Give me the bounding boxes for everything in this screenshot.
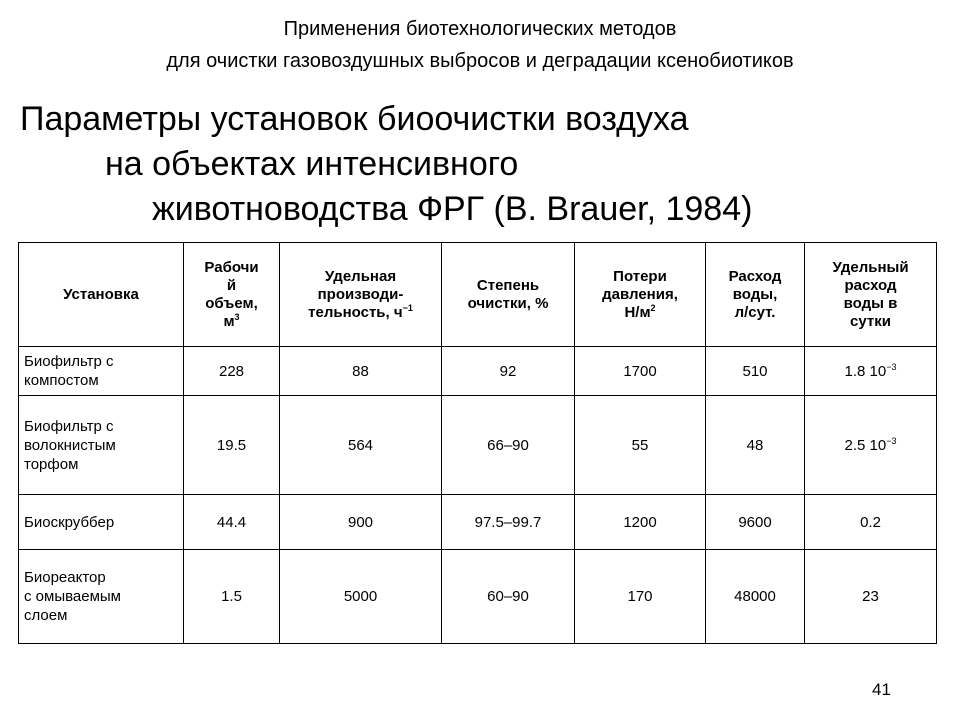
- cell-productivity: 900: [280, 495, 442, 550]
- slide-number: 41: [872, 680, 891, 699]
- slide-heading-line-2: для очистки газовоздушных выбросов и деградации ксенобиотиков: [166, 50, 794, 72]
- table-header-row: [19, 243, 937, 347]
- header-installation: Установка: [19, 243, 184, 347]
- cell-purification: 97.5–99.7: [442, 495, 575, 550]
- cell-installation: Биофильтр с волокнистым торфом: [19, 396, 184, 495]
- table-title-line-2: на объектах интенсивного: [105, 145, 519, 183]
- cell-productivity: 564: [280, 396, 442, 495]
- table-title-line-1: Параметры установок биоочистки воздуха: [20, 100, 689, 138]
- table-title-line-3: животноводства ФРГ (B. Brauer, 1984): [152, 190, 753, 228]
- cell-pressure-loss: 170: [575, 550, 706, 644]
- cell-pressure-loss: 1200: [575, 495, 706, 550]
- cell-installation: Биоскруббер: [19, 495, 184, 550]
- header-pressure-loss: Потери давления, $Н/м^2$: [575, 243, 706, 347]
- header-working-volume: Рабочи й объем, $м^3$: [184, 243, 280, 347]
- header-specific-water-consumption: Удельный расход воды в сутки: [805, 243, 937, 347]
- header-purification-degree: Степень очистки, %: [442, 243, 575, 347]
- cell-pressure-loss: 55: [575, 396, 706, 495]
- cell-specific-water: 1.8 $10^{-3}$: [805, 347, 937, 396]
- cell-productivity: 5000: [280, 550, 442, 644]
- table-row: [19, 550, 937, 644]
- cell-water: 48000: [706, 550, 805, 644]
- cell-volume: 19.5: [184, 396, 280, 495]
- cell-purification: 92: [442, 347, 575, 396]
- cell-specific-water: 0.2: [805, 495, 937, 550]
- header-specific-productivity: Удельная производи- тельность, $ч^{-1}$: [280, 243, 442, 347]
- cell-pressure-loss: 1700: [575, 347, 706, 396]
- cell-purification: 60–90: [442, 550, 575, 644]
- cell-specific-water: 23: [805, 550, 937, 644]
- cell-volume: 1.5: [184, 550, 280, 644]
- table-row: [19, 495, 937, 550]
- cell-water: 9600: [706, 495, 805, 550]
- table-row: [19, 396, 937, 495]
- cell-productivity: 88: [280, 347, 442, 396]
- cell-water: 510: [706, 347, 805, 396]
- parameters-table: [18, 242, 937, 644]
- slide-heading-line-1: Применения биотехнологических методов: [283, 18, 677, 40]
- cell-purification: 66–90: [442, 396, 575, 495]
- cell-volume: 228: [184, 347, 280, 396]
- table-row: [19, 347, 937, 396]
- cell-volume: 44.4: [184, 495, 280, 550]
- cell-installation: Биореактор с омываемым слоем: [19, 550, 184, 644]
- cell-specific-water: 2.5 $10^{-3}$: [805, 396, 937, 495]
- cell-installation: Биофильтр с компостом: [19, 347, 184, 396]
- header-water-consumption: Расход воды, л/сут.: [706, 243, 805, 347]
- cell-water: 48: [706, 396, 805, 495]
